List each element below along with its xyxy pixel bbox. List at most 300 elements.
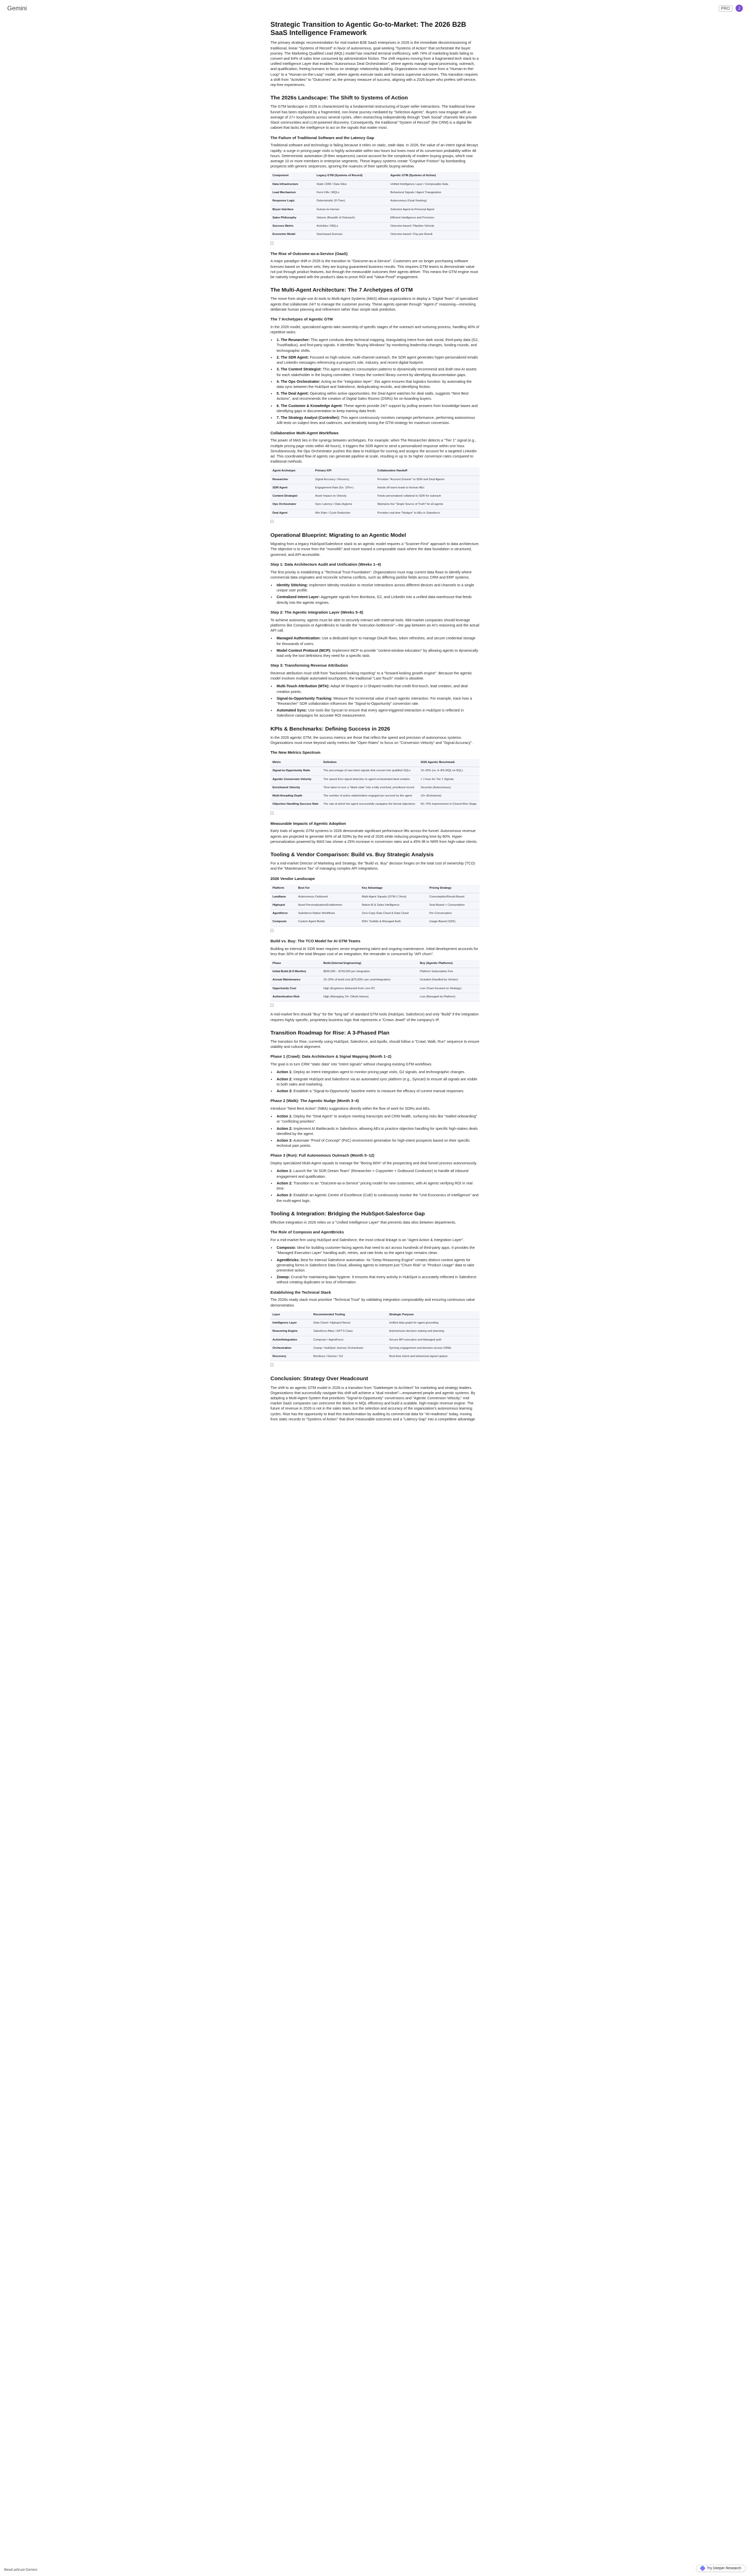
table-cell: Seat-Based + Consumption [427,901,480,909]
paragraph: Traditional software and technology is failing because it relies on static, stale data. In 2026, the value of an intent signal decays rapidly; a surge in pricing page visits is highly actionable within two hours but loses most of its conversion probability within 48 hours. Deterministic automation (if-then sequences) cannot account for the complexity of modern buying groups, which now average 10 or more members in enterprise segments. These legacy systems create "Cognitive Friction" by bombarding prospects with generic sequences, ignoring the nuances of their specific buying window. [270,143,479,169]
subsection-heading: 2026 Vendor Landscape [270,876,315,881]
list-item-text: Transition to an "Outcome-as-a-Service" pricing model for new customers, with AI agents verifying ROI in real time. [277,1180,473,1191]
list-item-lead: Composio: [277,1245,296,1250]
subsection-heading: Step 2: The Agentic Integration Layer (Weeks 5–8) [270,609,364,615]
table-cell: Agentforce [270,910,296,918]
copy-icon[interactable] [270,1363,274,1366]
tco-table [270,960,480,1002]
copy-icon[interactable] [270,929,274,932]
table-row [270,784,480,792]
list-item-text: Implement Identity resolution to resolve interactions across different devices and channels to a single unique user profile. [277,582,474,593]
table-header-cell: Build (Internal Engineering) [321,960,418,968]
paragraph: In the 2026 agentic GTM, the success metrics are those that reflect the speed and precision of autonomous systems. Organizations must move beyond vanity metrics like "Open Rates" to focus on "Conversion Velocity" and "Signal Accuracy". [270,735,473,745]
metrics-table [270,759,480,809]
subsection-heading: The 7 Archetypes of Agentic GTM [270,317,333,321]
report-title: Strategic Transition to Agentic Go-to-Market: The 2026 B2B SaaS Intelligence Framework [270,21,466,37]
list-item [277,1077,480,1087]
list-item-lead: Action 1: [277,1070,293,1075]
bullet-list [277,583,480,605]
subsection-heading: Phase 2 (Walk): The Agentic Nudge (Month 3–4) [270,1098,359,1104]
paragraph: Effective integration in 2026 relies on a "Unified Intelligence Layer" that prevents data silos between departments. [270,1219,456,1225]
table-header-row [270,960,480,968]
list-item-lead: Action 2: [277,1076,293,1081]
table-cell: Data Cloud / Highspot Nexus [311,1319,387,1328]
list-item-lead: Centralized Intent Layer: [277,595,320,600]
table-cell: Objection Handling Success Rate [270,801,321,809]
section-heading: The 2026s Landscape: The Shift to Systems of Action [270,95,408,101]
section-heading: Tooling & Vendor Comparison: Build vs. Buy Strategic Analysis [270,852,434,858]
table-cell: Seat-based licenses [315,231,388,239]
paragraph: For a mid-market Director of Marketing and Strategy, the "Build vs. Buy" decision hinges on the total cost of ownership (TCO) and the "Maintenance Tax" of managing complex API integrations. [270,861,475,871]
subsection-heading: The Failure of Traditional Software and the Latency Gap [270,135,374,140]
report-document [270,21,480,1425]
list-item-text: Automate "Proof of Concept" (PoC) environment generation for high-intent prospects based on their specific technical pain points. [277,1138,470,1148]
table-cell: Buyer Interface [270,206,315,214]
table-cell: Deterministic (If-Then) [315,197,388,206]
table-cell: Zero-Copy Data Cloud & Data Cloud [360,910,427,918]
list-item [277,379,480,389]
table-cell: High (Engineers distracted from core IP) [321,985,418,993]
table-row [270,901,480,909]
table-cell: Autonomous (Goal-Seeking) [388,197,480,206]
paragraph: For a mid-market firm using HubSpot and Salesforce, the most critical linkage is an "Agent Action & Integration Layer". [270,1237,464,1242]
list-item [277,583,480,593]
table-header-row [270,885,480,893]
table-cell: The rate at which the agent successfully navigates the formal objections [321,801,419,809]
table-cell: 15–25% (vs. 6–8% MQL-to-SQL) [419,767,480,775]
table-cell: Autonomous decision making and planning [387,1328,480,1336]
list-item-lead: Model Context Protocol (MCP): [277,648,331,653]
table-header-row [270,1311,480,1319]
list-item-text: These agents provide 24/7 support by pulling answers from knowledge bases and identifying gaps in documentation to keep training data fresh. [277,403,478,413]
vendor-table [270,885,480,926]
list-item-text: Implement MCP to provide "context-window education" by allowing agents to dynamically load only the tool definitions they need for a specific task. [277,648,479,658]
paragraph: Early trials of agentic GTM systems in 2026 demonstrate significant performance lifts across the funnel. Autonomous revenue agents are projected to generate 60% of all SDRs by the end of 2026 while reducing prospecting time by 80%. Hyper-personalization powered by MAS has shown a 25% increase in conversion rates and a 45% lift in NRR from high-value clients. [270,828,478,844]
list-item [277,337,480,353]
list-item [277,355,480,365]
list-item [277,648,480,658]
subsection-heading: The Role of Composio and AgentBricks [270,1230,344,1235]
table-tools [270,1004,480,1009]
table-cell: 15–20% of build cost ($75,000+ per year/integration) [321,976,418,985]
table-cell: The speed from signal detection to agent-orchestrated deal creation [321,775,419,784]
table-cell: Efficient Intelligence and Precision [388,214,480,222]
table-cell: Multi-threading Depth [270,792,321,801]
table-cell: Content Strategist [270,493,313,501]
table-cell: Multi-Agent Squads (GTM-1 Omni) [360,893,427,901]
list-item [277,696,480,706]
table-header-cell: Phase [270,960,321,968]
table-cell: Consumption/Result-Based [427,893,480,901]
table-cell: Maintains the "Single Source of Truth" for all agents [376,501,480,509]
subsection-heading: The New Metrics Spectrum [270,750,321,755]
table-row [270,985,480,993]
table-cell: Secure API execution and Managed auth [387,1336,480,1344]
table-cell: Reasoning Engine [270,1328,311,1336]
list-item-text: Crucial for maintaining data hygiene. It ensures that every activity in HubSpot is accurately reflected in Salesforce without creating duplicates or loss of information. [277,1275,476,1285]
list-item [277,1168,480,1179]
paragraph: To achieve autonomy, agents must be able to securely interact with external tools. Mid-market companies should leverage platforms like Composio or AgentBricks to handle the "execution bottleneck"—the gap between an AI's reasoning and the actual API call. [270,617,480,633]
paragraph: Introduce "Next Best Action" (NBA) suggestions directly within the flow of work for SDRs and AEs. [270,1106,431,1111]
list-item [277,595,480,605]
table-cell: 60–70% improvement in Closed-Won Stage [419,801,480,809]
bullet-list [277,1168,480,1203]
table-cell: Engagement Rate (Ex: 15%+) [313,484,376,492]
table-cell: Salesforce-Native Workflows [296,910,360,918]
table-cell: Data Infrastructure [270,180,315,189]
table-row [270,1353,480,1361]
table-cell: Behavioral Signals / Agent Triangulation [388,189,480,197]
paragraph: The power of MAS lies in the synergy between archetypes. For example, when The Researcher detects a "Tier 1" signal (e.g., multiple pricing page visits within 48 hours), it triggers the SDR Agent to send a personalized response within one hour. Simultaneously, the Ops Orchestrator pushes this data to HubSpot for scoring and assigns the account for a targeted LinkedIn ad. This coordinated flow of agents can generate pipeline at scale, resulting in up to 3x higher conversion rates compared to traditional methods. [270,438,477,464]
copy-icon[interactable] [270,1004,274,1007]
table-cell: Seconds (Autonomous) [419,784,480,792]
table-cell: Hands off warm leads to Human AEs [376,484,480,492]
table-cell: Outcome-based / Pay-per-Result [388,231,480,239]
table-cell: Initial Build (6-9 Months) [270,968,321,976]
table-cell: Activities / MQLs [315,223,388,231]
table-cell: 10+ (Enterprise) [419,792,480,801]
table-cell: Signal Accuracy / Recency [313,476,376,484]
table-cell: Action/Integration [270,1336,311,1344]
list-item-lead: Action 1: [277,1114,293,1119]
pro-badge: PRO [719,5,732,12]
table-cell: Selection Agent-to-Personal Agent [388,206,480,214]
list-item-lead: Multi-Touch Attribution (MTA): [277,684,330,689]
table-row [270,231,480,239]
paragraph: A mid-market firm should "Buy" for the "long tail" of standard GTM tools (HubSpot, Salesforce) and only "Build" if the integration requires highly specific, proprietary business logic that represents a "Crown Jewel" of the company's IP. [270,1012,479,1022]
subsection-heading: Step 3: Transforming Revenue Attribution [270,663,348,668]
table-cell: Provides real-time "Nudges" to AEs in Salesforce [376,509,480,517]
list-item [277,1245,480,1256]
table-cell: Low (Team focused on Strategy) [418,985,480,993]
subsection-heading: Step 1: Data Architecture Audit and Unification (Weeks 1–4) [270,562,381,567]
table-row [270,976,480,985]
subsection-heading: The Rise of Outcome-as-a-Service (OaaS) [270,251,348,256]
table-row [270,189,480,197]
table-row [270,1328,480,1336]
list-item-text: Operating within active opportunities, the Deal Agent watches for deal stalls, suggests "Next Best Actions", and recommends the creation of Digital Sales Rooms (DSRs) for on-boarding buyers. [277,391,469,401]
table-tools [270,242,480,247]
table-row [270,223,480,231]
list-item-text: Aggregate signals from Bombora, G2, and LinkedIn into a unified data warehouse that feeds directly into the agentic engines. [277,595,472,605]
subsection-heading: Phase 3 (Run): Full Autonomous Outreach (Month 5–12) [270,1153,374,1158]
table-cell: Authentication Risk [270,993,321,1002]
list-item-text: Implement AI Battlecards in Salesforce, allowing AEs to practice objection handling for specific high-stakes deals identified by the agent. [277,1126,478,1136]
table-cell: Custom Agent Builds [296,918,360,926]
table-cell: 500+ Toolkits & Managed Auth [360,918,427,926]
list-item-text: Measure the incremental value of each agentic interaction. For example, track how a "Researcher" SDR collaboration influences the "Signal-to-Opportunity" conversion rate. [277,696,472,706]
table-header-cell: Buy (Agentic Platforms) [418,960,480,968]
section-heading: Tooling & Integration: Bridging the HubSpot-Salesforce Gap [270,1210,425,1217]
list-item [277,1089,480,1094]
table-header-cell: Agentic GTM (Systems of Action) [388,172,480,180]
table-cell: Sync Latency / Data Hygiene [313,501,376,509]
bullet-list [277,337,480,426]
deep-research-label: Try Deeper Research [707,2566,741,2570]
list-item-text: Establish a "Signal-to-Opportunity" baseline metric to measure the efficacy of current manual responses. [292,1088,465,1093]
table-header-cell: 2026 Agentic Benchmark [419,759,480,767]
list-item-text: Deploy an Intent Integration agent to monitor pricing page visits, G2 signals, and technographic changes. [292,1070,466,1075]
list-item [277,684,480,694]
table-cell: Ops Orchestrator [270,501,313,509]
app-brand[interactable]: Gemini [7,5,27,12]
table-tools [270,1363,480,1368]
table-header-cell: Agent Archetype [270,467,313,476]
table-cell: Asset Personalization/Enablement [296,901,360,909]
list-item [277,391,480,401]
table-cell: Enrichment Velocity [270,784,321,792]
table-cell: Outcome-based / Pipeline Velocity [388,223,480,231]
table-header-row [270,759,480,767]
table-cell: Deal Agent [270,509,313,517]
paragraph: The transition for Rise, currently using HubSpot, Salesforce, and Apollo, should follow a "Crawl, Walk, Run" sequence to ensure stability and cultural alignment. [270,1039,480,1049]
list-item-lead: 7. The Strategy Analyst (Controller): [277,415,340,420]
list-item-lead: 3. The Content Strategist: [277,367,322,372]
list-item-text: This agent continuously monitors campaign performance, performing autonomous A/B tests on subject lines and cadences, and iteratively tuning the GTM strategy for maximum conversion. [277,415,475,426]
table-cell: Annual Maintenance [270,976,321,985]
table-row [270,180,480,189]
table-cell: Composio / AgentForce [311,1336,387,1344]
table-cell: Composio [270,918,296,926]
table-tools [270,929,480,934]
table-cell: Agentic Conversion Velocity [270,775,321,784]
paragraph: A major paradigm shift in 2026 is the transition to "Outcome-as-a-Service". Customers are no longer purchasing software licenses based on feature sets; they are buying guaranteed business results. This requires GTM teams to demonstrate value not just through product features, but through the measurable outcomes their agents deliver. This means the GTM engine must be natively integrated with the product's data to prove ROI and "Value-Proof" engagement. [270,259,478,279]
bullet-list [277,636,480,658]
table-cell: Static CRM / Data Silos [315,180,388,189]
list-item-lead: Identity Stitching: [277,582,308,587]
paragraph: Revenue attribution must shift from "backward-looking reporting" to a "forward-looking growth engine". Because the agentic model involves multiple automated touchpoints, the traditional "Last-Touch" model is obsolete. [270,670,472,681]
table-cell: High (Managing 10+ OAuth tokens) [321,993,418,1002]
table-tools [270,520,480,525]
table-cell: Volume (Breadth of Outreach) [315,214,388,222]
table-row [270,206,480,214]
paragraph: The shift to an agentic GTM model in 2026 is a transition from "Gatekeeper to Architect" for marketing and strategy leaders. Organizations that successfully navigate this shift will achieve a "dual mindset"—empowered people and agentic systems. By adopting a Multi-Agent System that prioritizes "Signal-to-Opportunity" conversions and "Agentic Conversion Velocity," mid-market SaaS companies can overcome the decline in MQL efficiency and build a scalable, high-margin revenue engine. The future of revenue in 2026 is not in the sales team, but the selection and accuracy of the organization's autonomous learning cycles. Rise has the opportunity to lead this transformation by auditing its commercial data for "AI-readiness" today, moving from static records to "Systems of Action" that drive measurable outcomes and a "Latency Gap" into a competitive advantage. [270,1385,476,1421]
section-heading: Operational Blueprint: Migrating to an Agentic Model [270,532,406,538]
table-header-cell: Component [270,172,315,180]
table-cell: Feeds personalized collateral to SDR for outreach [376,493,480,501]
table-header-cell: Strategic Purpose [387,1311,480,1319]
paragraph: The move from single-use AI tools to Multi-Agent Systems (MAS) allows organizations to deploy a "Digital Team" of specialized agents that collaborate 24/7 to manage the customer journey. These agents operate through "Agent-2" reasoning—mimicking deliberate human planning and refinement rather than simple task prediction. [270,296,478,312]
section-heading: The Multi-Agent Architecture: The 7 Archetypes of GTM [270,287,413,294]
subsection-heading: Build vs. Buy: The TCO Model for AI GTM Teams [270,938,361,943]
table-cell: Orchestration [270,1344,311,1352]
copy-icon[interactable] [270,242,274,245]
table-row [270,501,480,509]
table-row [270,476,480,484]
bullet-list [277,1245,480,1285]
list-item-lead: 6. The Customer & Knowledge Agent: [277,403,343,408]
table-cell: Response Logic [270,197,315,206]
table-row [270,214,480,222]
list-item [277,1258,480,1274]
table-row [270,918,480,926]
copy-icon[interactable] [270,811,274,815]
agent-kpi-table [270,467,480,518]
list-item-lead: Signal-to-Opportunity Tracking: [277,696,333,701]
table-header-row [270,467,480,476]
table-header-cell: Definition [321,759,419,767]
table-cell: Autonomous Outbound [296,893,360,901]
subsection-heading: Measurable Impacts of Agentic Adoption [270,821,346,826]
table-header-row [270,172,480,180]
table-header-cell: Primary KPI [313,467,376,476]
table-cell: Unified data graph for agent grounding [387,1319,480,1328]
table-cell: Discovery [270,1353,311,1361]
list-item-lead: Automated Sync: [277,708,308,713]
avatar[interactable]: J [736,5,743,12]
list-item [277,636,480,646]
table-row [270,767,480,775]
table-row [270,1336,480,1344]
table-cell: Time taken to turn a "blank slate" into a fully enriched, prioritized record [321,784,419,792]
list-item-text: Use tools like Syncari to ensure that every agent-triggered interaction in HubSpot is reflected in Salesforce campaigns for accurate ROI measurement. [277,708,464,718]
table-row [270,893,480,901]
table-row [270,493,480,501]
list-item-lead: Action 3: [277,1138,293,1143]
table-cell: < 1 hour for Tier 1 Signals [419,775,480,784]
section-heading: Transition Roadmap for Rise: A 3-Phased Plan [270,1029,389,1036]
table-cell: Lead Mechanism [270,189,315,197]
list-item-lead: 5. The Deal Agent: [277,391,309,396]
table-cell: Economic Model [270,231,315,239]
list-item-text: Adopt W-Shaped or U-Shaped models that credit first-touch, lead creation, and deal creation points. [277,684,468,694]
table-row [270,1319,480,1328]
table-cell: Sales Philosophy [270,214,315,222]
table-cell: Success Metric [270,223,315,231]
table-row [270,968,480,976]
paragraph: Building an internal AI SDR team requires senior engineering talent and ongoing maintenance. Initial development accounts for less than 30% of the total lifespan cost of an integration; the remainder is consumed by "API churn". [270,946,479,956]
table-header-cell: Metric [270,759,321,767]
list-item-lead: Action 2: [277,1126,293,1131]
table-cell: Platform Subscription Fee [418,968,480,976]
deep-research-button[interactable] [696,2565,746,2572]
list-item-text: This agent conducts deep technical mapping, triangulating intent from dark social, third-party data (G2, TrustRadius), and first-party signals. It identifies "Buying Windows" by monitoring leadership changes, funding rounds, and technographic shifts. [277,337,479,353]
table-cell: Low (Managed by Platform) [418,993,480,1002]
list-item [277,1126,480,1137]
subsection-heading: Phase 1 (Crawl): Data Architecture & Signal Mapping (Month 1–2) [270,1054,391,1059]
list-item-lead: Action 1: [277,1168,293,1174]
list-item-lead: 4. The Ops Orchestrator: [277,379,320,384]
list-item [277,1275,480,1285]
list-item-text: Launch the "AI SDR Dream Team" (Researcher + Copywriter + Outbound Conductor) to handle all inbound engagement and qualification. [277,1168,469,1179]
table-header-cell: Legacy GTM (Systems of Record) [315,172,388,180]
table-row [270,775,480,784]
table-row [270,993,480,1002]
comparison-table [270,172,480,239]
list-item [277,1114,480,1124]
table-cell: Intelligence Layer [270,1319,311,1328]
table-header-cell: Layer [270,1311,311,1319]
table-cell: Form Fills / MQLs [315,189,388,197]
intro-paragraph: The primary strategic recommendation for mid-market B2B SaaS enterprises in 2026 is the immediate decommissioning of traditional, linear "Systems of Record" in favor of autonomous, goal-seeking "Systems of Action" that orchestrate the buyer journey. The Marketing Qualified Lead (MQL) model has reached terminal inefficiency, with 74% of marketing leads failing to convert and 64% of sales time consumed by administrative friction. The shift requires moving from a fragmented tech stack to a unified Intelligence Layer that enables "Autonomous Deal Orchestration"; where agents manage signal processing, outreach, and qualification, freeing humans to focus on strategic relationship building. Organizations must move from a "Human-in-the-Loop" to a "Human-on-the-Loop" model, where agents execute tasks and humans supervise outcomes. This transition requires a shift from "Activities" to "Outcomes" as the primary measure of success, aligning with a 2026 buyer who prefers self-service, rep-free experiences. [270,40,479,88]
list-item-lead: Action 2: [277,1180,293,1185]
table-header-cell: Pricing Strategy [427,885,480,893]
table-tools [270,811,480,817]
list-item-lead: Zowop: [277,1275,290,1280]
table-cell: Landbase [270,893,296,901]
table-cell: Win Rate / Cycle Reduction [313,509,376,517]
list-item-lead: Action 3: [277,1088,293,1093]
list-item-text: Deploy the "Deal Agent" to analyze meeting transcripts and CRM health, surfacing risks like "stalled onboarding" or "conflicting priorities". [277,1114,478,1124]
table-cell: The percentage of raw intent signals that convert into qualified SQLs [321,767,419,775]
paragraph: Migrating from a legacy HubSpot/Salesforce stack to an agentic model requires a "Scanner-First" approach to data architecture. The objective is to move from the "monolith" and move toward a composable stack where the data foundation is structured, governed, and API-accessible. [270,541,480,557]
table-cell: Provides "Account Dossier" to SDR and Deal Agents [376,476,480,484]
list-item [277,367,480,377]
list-item-lead: Action 3: [277,1193,293,1198]
sparkle-icon [700,2565,706,2571]
table-cell: Opportunity Cost [270,985,321,993]
table-cell: Included (Handled by Vendor) [418,976,480,985]
table-header-cell: Platform [270,885,296,893]
paragraph: The goal is to turn CRM "static data" into "intent signals" without changing existing GTM workflows. [270,1062,433,1067]
table-row [270,197,480,206]
bullet-list [277,684,480,718]
list-item [277,1138,480,1148]
table-cell: Usage-Based (SDK) [427,918,480,926]
table-cell: Zowop / HubSpot Journey Orchestrator [311,1344,387,1352]
table-cell: SDR Agent [270,484,313,492]
section-heading: Conclusion: Strategy Over Headcount [270,1376,368,1382]
list-item [277,1070,480,1075]
subsection-heading: Establishing the Technical Stack [270,1290,331,1295]
paragraph: The first priority is establishing a "Technical Trust Foundation". Organizations must map current data flows to identify where commercial data originates and reconcile schema conflicts, such as differing picklist fields across CRM and ERP systems. [270,569,472,580]
table-cell: Signal-to-Opportunity Ratio [270,767,321,775]
list-item-text: Focused on high-volume, multi-channel outreach, the SDR agent generates hyper-personalized emails and LinkedIn messages referencing a prospect's role, industry, and recent digital footprint. [277,354,478,365]
table-cell: Per-Conversation [427,910,480,918]
table-cell: Salesforce Atlas / GPT-5 Class [311,1328,387,1336]
table-cell: Highspot [270,901,296,909]
table-header-cell: Best For [296,885,360,893]
paragraph: In the 2026 model, specialized agents take ownership of specific stages of the outreach and nurturing process, handling 40% of repetitive tasks: [270,324,480,334]
table-header-cell: Collaborative Handoff [376,467,480,476]
table-cell: Native AI & Sales Intelligence [360,901,427,909]
list-item-lead: Managed Authentication: [277,636,321,641]
list-item-lead: AgentBricks: [277,1257,300,1262]
table-cell: Unified Intelligence Layer / Composable Data [388,180,480,189]
table-cell: $500,000 – $750,000 per integration [321,968,418,976]
section-heading: KPIs & Benchmarks: Defining Success in 2026 [270,725,390,732]
list-item-text: Establish an Agentic Centre of Excellence (CoE) to continuously monitor the "Unit Economics of Intelligence" and the multi-agent logic. [277,1193,479,1203]
list-item-text: Use a dedicated layer to manage OAuth flows, token refreshes, and secure credential storage for thousands of users. [277,636,476,646]
list-item-text: Acting as the "integration layer", this agent ensures that logistics function: by automating the data sync between the HubSpot and Salesforce, deduplicating records, and identifying friction. [277,379,472,389]
list-item-lead: 1. The Researcher: [277,337,310,343]
list-item [277,415,480,426]
table-row [270,484,480,492]
footer-link[interactable]: Bewil.ai/trust-Gemini [4,2568,38,2572]
list-item [277,1181,480,1191]
table-cell: Human-to-Human [315,206,388,214]
copy-icon[interactable] [270,520,274,523]
table-header-cell: Recommended Tooling [311,1311,387,1319]
paragraph: The GTM landscape in 2026 is characterized by a fundamental restructuring of buyer-seller interactions. The traditional linear funnel has been replaced by a fragmented, non-linear journey mediated by "Selection Agents". Buyers now engage with an average of 27+ touchpoints across several cycles, often researching independently through "Dark Social" channels like private Slack communities and LLM-powered discovery. Consequently, the traditional "System of Record" (the CRM) is a digital file cabinet that lacks the intelligence to act on the signals that matter most. [270,104,477,130]
top-bar [0,0,750,16]
table-cell: The number of active stakeholders engaged per account by the agent [321,792,419,801]
table-row [270,1344,480,1352]
bullet-list [277,1114,480,1148]
table-row [270,792,480,801]
list-item [277,403,480,414]
bullet-list [277,1070,480,1094]
paragraph: Deploy specialized Multi-Agent squads to manage the "Boring 80%" of the prospecting and deal funnel process autonomously. [270,1161,478,1166]
list-item [277,1193,480,1203]
table-row [270,509,480,517]
table-cell: Bombora / 6sense / G2 [311,1353,387,1361]
table-cell: Real-time intent and behavioral signal capture [387,1353,480,1361]
list-item-lead: 2. The SDR Agent: [277,354,309,360]
subsection-heading: Collaborative Multi-Agent Workflows [270,430,339,435]
table-cell: Asset Impact on Velocity [313,493,376,501]
table-cell: Syncing engagement and decision across CRMs [387,1344,480,1352]
